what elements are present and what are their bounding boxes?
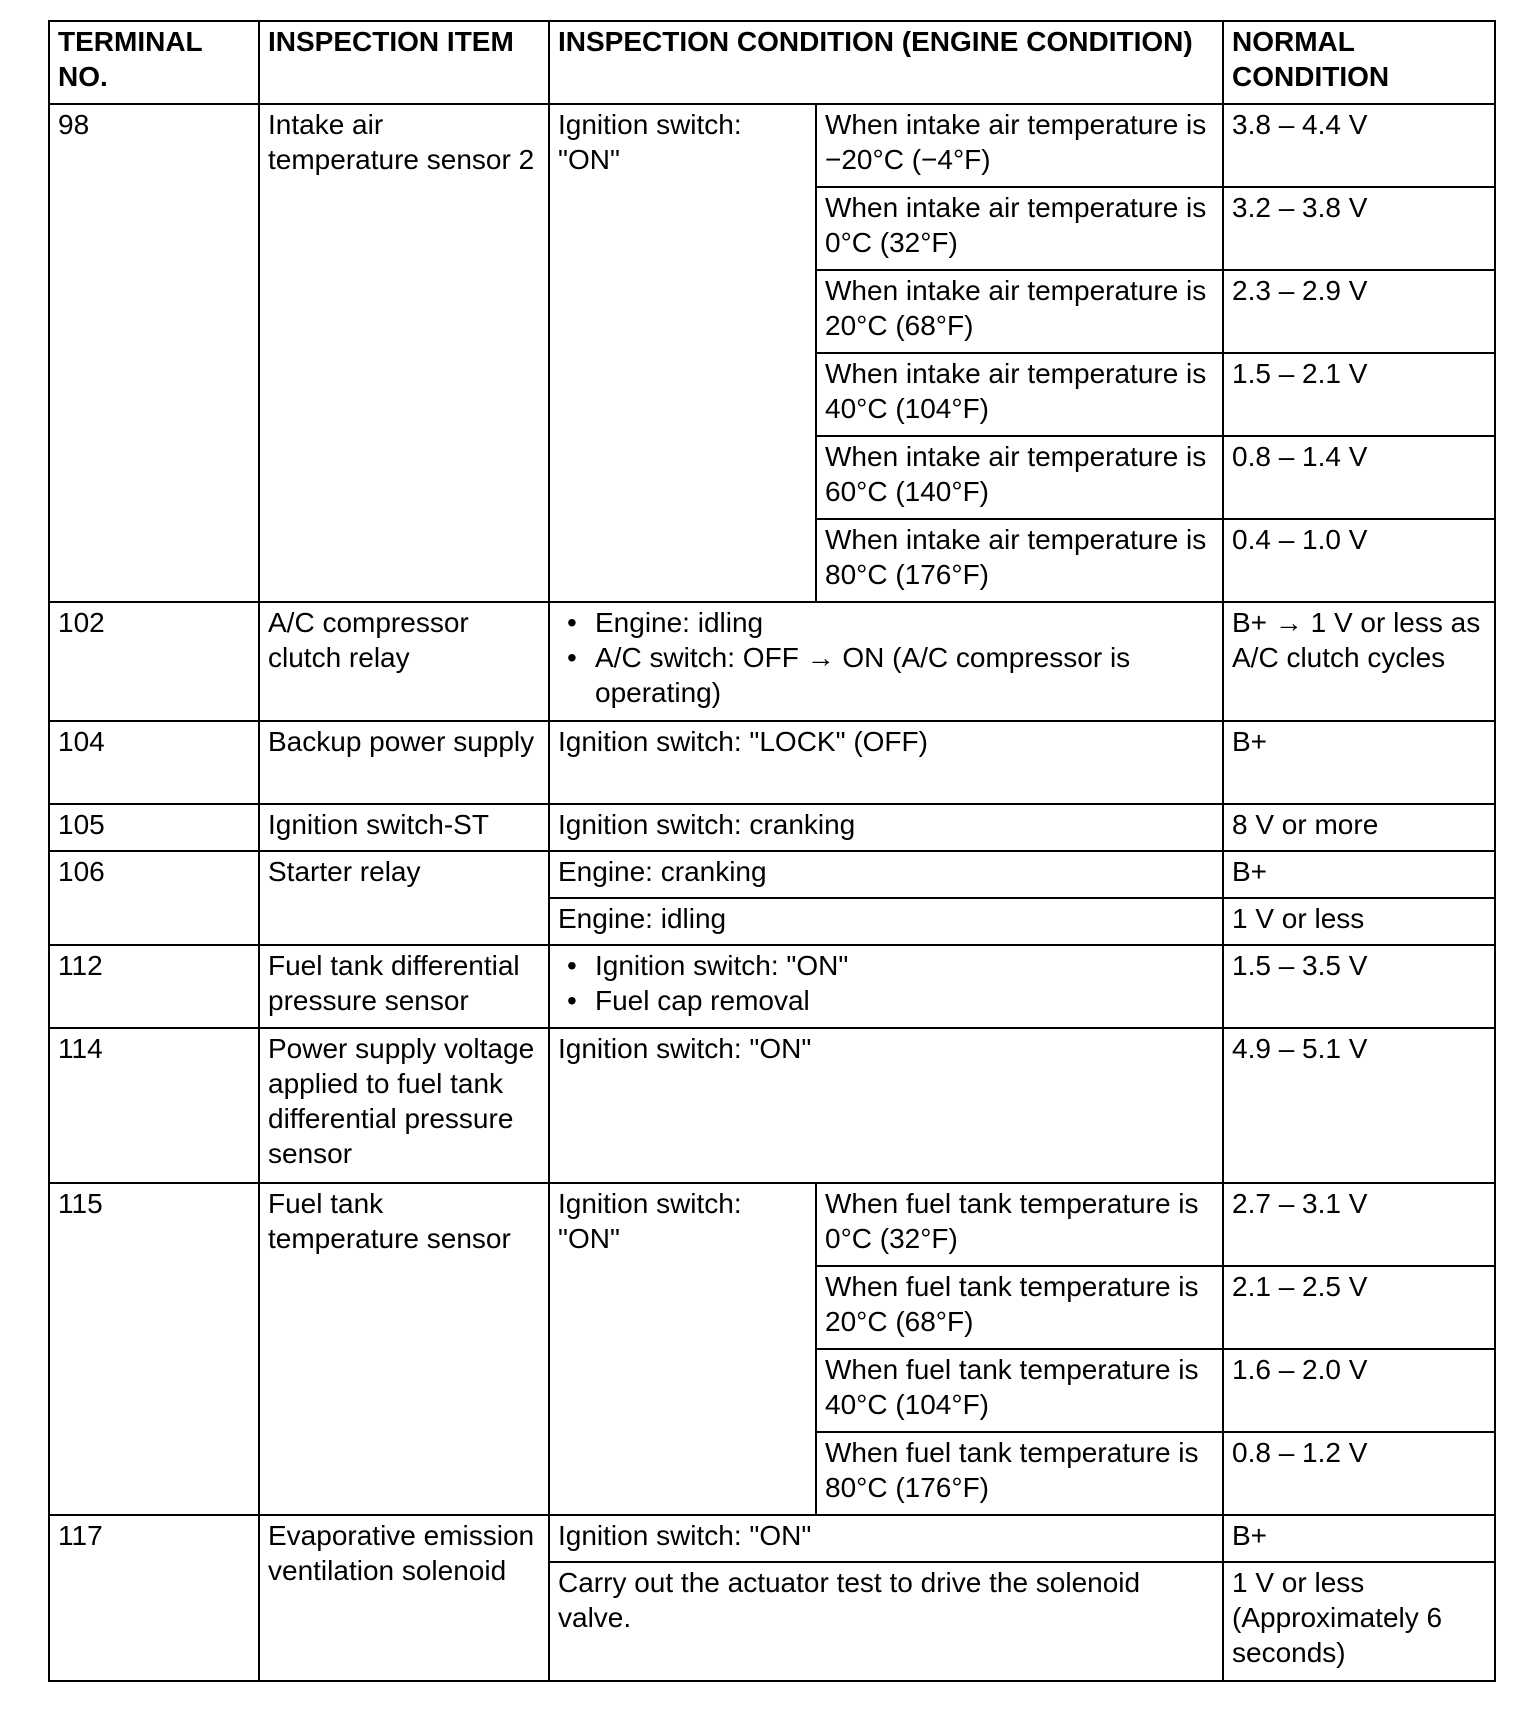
table-row [49,602,1495,721]
normal-condition: B+ [1223,721,1495,804]
normal-condition: 1.5 – 2.1 V [1223,353,1495,436]
normal-condition: 1.6 – 2.0 V [1223,1349,1495,1432]
inspection-item: Fuel tank differential pressure sensor [259,945,549,1028]
inspection-item: A/C compressor clutch relay [259,602,549,721]
inspection-condition: Carry out the actuator test to drive the solenoid valve. [549,1562,1223,1681]
normal-condition: 0.4 – 1.0 V [1223,519,1495,602]
condition-bullet-list [558,605,1214,710]
terminal-number: 98 [49,104,259,602]
inspection-item: Intake air temperature sensor 2 [259,104,549,602]
inspection-condition [549,602,1223,721]
header-inspection-item: INSPECTION ITEM [259,21,549,104]
normal-condition: 1 V or less (Approximately 6 seconds) [1223,1562,1495,1681]
normal-condition: 4.9 – 5.1 V [1223,1028,1495,1183]
condition-bullet: • Fuel cap removal [595,983,1214,1018]
inspection-condition: Ignition switch: "ON" [549,1183,816,1515]
condition-detail: When intake air temperature is 20°C (68°F) [816,270,1223,353]
inspection-condition: Ignition switch: "LOCK" (OFF) [549,721,1223,804]
inspection-item: Power supply voltage applied to fuel tank differential pressure sensor [259,1028,549,1183]
normal-condition: 1 V or less [1223,898,1495,945]
normal-condition: 2.7 – 3.1 V [1223,1183,1495,1266]
condition-detail: When fuel tank temperature is 40°C (104°F) [816,1349,1223,1432]
condition-detail: When intake air temperature is 0°C (32°F) [816,187,1223,270]
condition-detail: When intake air temperature is 60°C (140°F) [816,436,1223,519]
condition-detail: When fuel tank temperature is 20°C (68°F) [816,1266,1223,1349]
inspection-condition [549,945,1223,1028]
inspection-item: Starter relay [259,851,549,945]
terminal-number: 114 [49,1028,259,1183]
inspection-condition: Ignition switch: "ON" [549,1515,1223,1562]
table-row [49,945,1495,1028]
header-terminal-no: TERMINAL NO. [49,21,259,104]
condition-bullet: • Engine: idling [595,605,1214,640]
normal-condition: B+ [1223,851,1495,898]
terminal-number: 106 [49,851,259,945]
normal-condition: 0.8 – 1.2 V [1223,1432,1495,1515]
normal-condition: 3.8 – 4.4 V [1223,104,1495,187]
condition-detail: When intake air temperature is 80°C (176°F) [816,519,1223,602]
terminal-number: 102 [49,602,259,721]
terminal-number: 115 [49,1183,259,1515]
terminal-number: 117 [49,1515,259,1681]
inspection-condition: Engine: cranking [549,851,1223,898]
normal-condition: 2.1 – 2.5 V [1223,1266,1495,1349]
normal-condition: 8 V or more [1223,804,1495,851]
condition-bullet-list [558,948,1214,1018]
condition-bullet: • Ignition switch: "ON" [595,948,1214,983]
table-row [49,1183,1495,1266]
table-row [49,721,1495,804]
normal-condition: B+ [1223,1515,1495,1562]
inspection-item: Fuel tank temperature sensor [259,1183,549,1515]
header-inspection-condition: INSPECTION CONDITION (ENGINE CONDITION) [549,21,1223,104]
terminal-number: 105 [49,804,259,851]
inspection-condition: Ignition switch: "ON" [549,104,816,602]
inspection-item: Backup power supply [259,721,549,804]
table-row [49,104,1495,187]
inspection-condition: Ignition switch: "ON" [549,1028,1223,1183]
normal-condition: 3.2 – 3.8 V [1223,187,1495,270]
terminal-number: 112 [49,945,259,1028]
table-row [49,851,1495,898]
normal-condition: 2.3 – 2.9 V [1223,270,1495,353]
table-row [49,1515,1495,1562]
table-header-row [49,21,1495,104]
normal-condition: 0.8 – 1.4 V [1223,436,1495,519]
inspection-condition: Engine: idling [549,898,1223,945]
terminal-inspection-table [48,20,1496,1682]
condition-detail: When fuel tank temperature is 0°C (32°F) [816,1183,1223,1266]
header-normal-condition: NORMAL CONDITION [1223,21,1495,104]
condition-detail: When intake air temperature is −20°C (−4°F) [816,104,1223,187]
normal-condition: B+ → 1 V or less as A/C clutch cycles [1223,602,1495,721]
terminal-number: 104 [49,721,259,804]
condition-detail: When fuel tank temperature is 80°C (176°F) [816,1432,1223,1515]
inspection-item: Ignition switch-ST [259,804,549,851]
table-row [49,1028,1495,1183]
normal-condition: 1.5 – 3.5 V [1223,945,1495,1028]
table-row [49,804,1495,851]
condition-bullet: • A/C switch: OFF → ON (A/C compressor is operating) [595,640,1214,710]
inspection-item: Evaporative emission ventilation solenoid [259,1515,549,1681]
inspection-condition: Ignition switch: cranking [549,804,1223,851]
condition-detail: When intake air temperature is 40°C (104°F) [816,353,1223,436]
